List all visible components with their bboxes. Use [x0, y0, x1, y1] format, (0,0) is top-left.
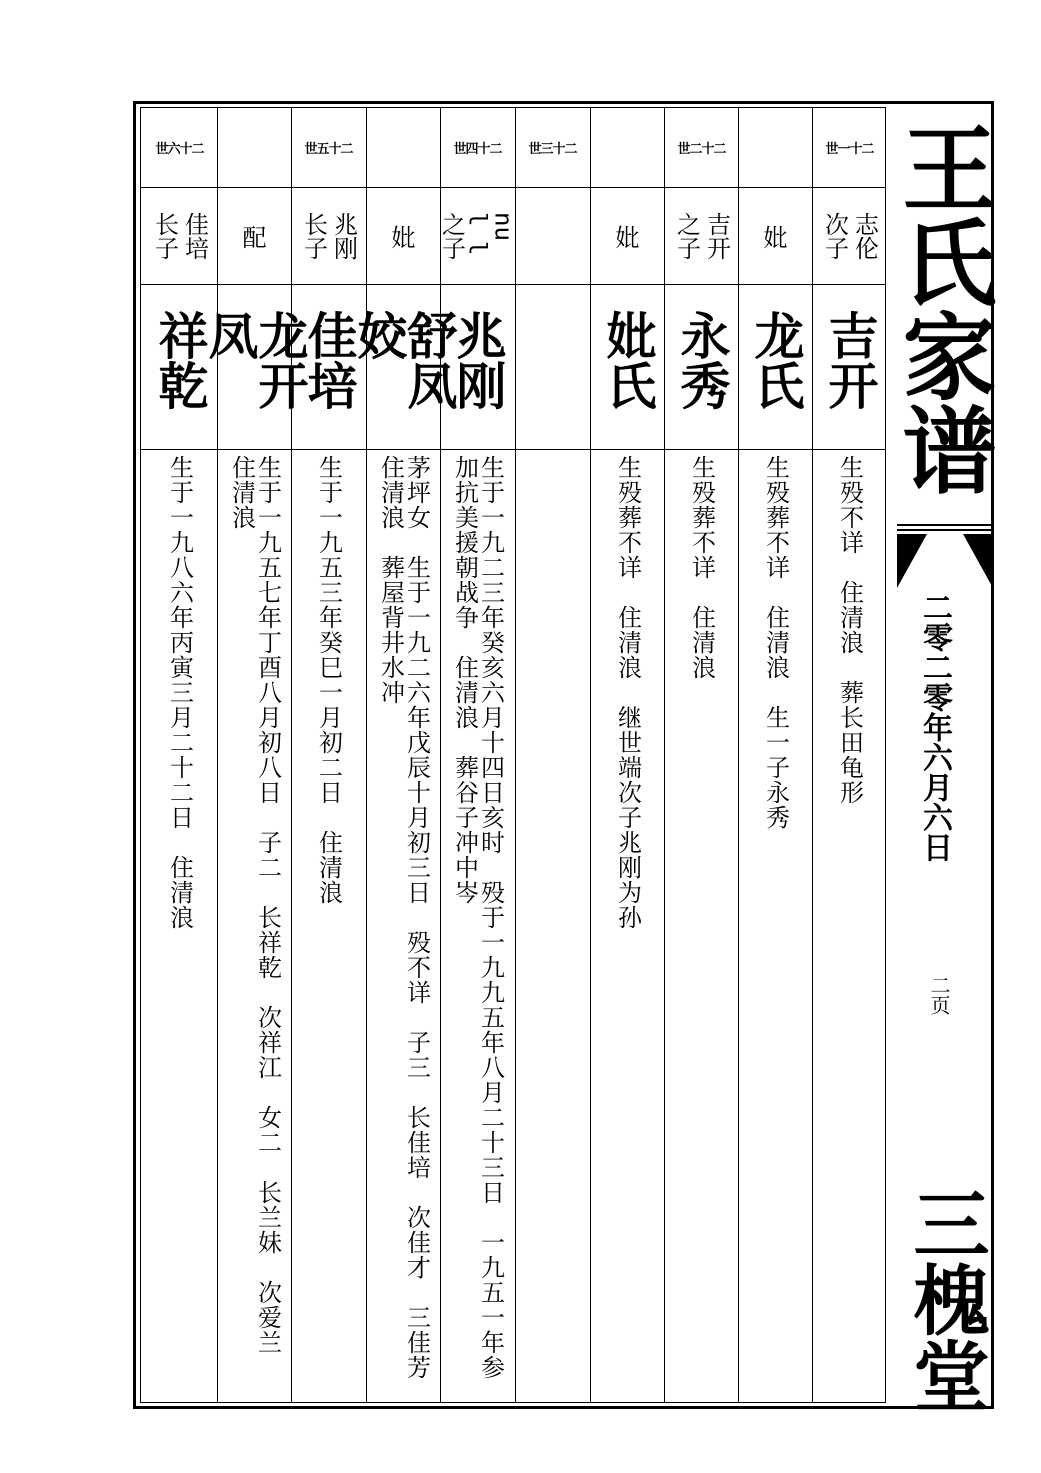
relation-type: 长子 [150, 211, 179, 260]
person-name: 祥乾 [150, 310, 210, 410]
relation-type: 配 [242, 224, 267, 252]
genealogy-column-6 [437, 107, 518, 1403]
relation-cell [292, 187, 365, 284]
generation-label: 世三十二 [528, 141, 577, 157]
person-name: 妣氏 [598, 310, 658, 410]
genealogy-column-3 [664, 107, 738, 1403]
generation-label: 世二十二 [677, 141, 726, 157]
generation-label [218, 107, 291, 187]
genealogy-column-5 [515, 107, 589, 1403]
person-details: 生于一九二三年癸亥六月十四日亥时 殁于一九九五年八月二十三日 一九五一年参加抗美援朝战争 住清浪 葬谷子冲中岑 [450, 455, 505, 1380]
generation-label: 世四十二 [453, 141, 502, 157]
generation-label [739, 107, 812, 187]
person-details: 生殁葬不详 住清浪 继世端次子兆刚为孙 [613, 455, 642, 930]
person-name: 舒凤姣 [349, 310, 459, 410]
person-details [516, 455, 589, 1385]
relation-parent: nu [489, 211, 518, 241]
relation-parent: 佳培 [180, 211, 209, 260]
genealogy-column-4 [590, 107, 664, 1403]
relation-parent: 兆刚 [329, 211, 358, 260]
generation-label [367, 107, 440, 187]
relation-cell [739, 187, 812, 284]
person-name: 永秀 [672, 310, 732, 410]
fishtail-ribbon-ornament [895, 522, 995, 590]
genealogy-column-1 [812, 107, 886, 1403]
person-name: 兆刚 [448, 310, 508, 410]
relation-type: 妣 [763, 224, 788, 252]
person-name: 佳培 [299, 310, 359, 410]
page-number: 二页 [927, 975, 951, 1015]
generation-label: 世六十二 [155, 141, 204, 157]
relation-cell [218, 187, 291, 284]
relation-cell [516, 187, 589, 284]
compilation-date: 二零二零年六月六日 [917, 592, 952, 862]
generation-label: 世一十二 [825, 141, 874, 157]
relation-type: 妣 [391, 224, 416, 252]
generation-label: 世五十二 [304, 141, 353, 157]
relation-type: 之子 [672, 211, 701, 260]
relation-parent: 志伦 [850, 211, 879, 260]
genealogy-title: 王氏家谱 [886, 120, 996, 496]
relation-parent: 吉开 [702, 211, 731, 260]
relation-type: 长子 [299, 211, 328, 260]
generation-label [591, 107, 664, 187]
relation-cell [142, 187, 217, 284]
relation-type: 妣 [615, 224, 640, 252]
relation-type: 之子 [437, 211, 466, 260]
person-name: 龙开凤 [200, 310, 310, 410]
person-details: 生殁不详 住清浪 葬长田龟形 [835, 455, 864, 805]
person-details: 生于一九五三年癸巳一月初二日 住清浪 [314, 455, 343, 905]
person-name: 吉开 [820, 310, 880, 410]
relation-cell [437, 187, 518, 284]
person-details: 生殁葬不详 住清浪 [687, 455, 716, 680]
relation-cell [665, 187, 738, 284]
person-name: 龙氏 [746, 310, 806, 410]
genealogy-column-9 [200, 107, 310, 1403]
relation-type: 次子 [820, 211, 849, 260]
person-details: 生于一九八六年丙寅三月二十二日 住清浪 [165, 455, 194, 930]
genealogy-column-2 [738, 107, 812, 1403]
person-details: 茅坪女 生于一九二六年戊辰十月初三日 殁不详 子三 长佳培 次佳才 三佳芳 住清浪 葬屋背井水冲 [376, 455, 431, 1405]
person-details: 生于一九五七年丁酉八月初八日 子二 长祥乾 次祥江 女二 长兰妹 次爱兰 住清浪 [227, 455, 282, 1380]
relation-cell [591, 187, 664, 284]
genealogy-column-10 [142, 107, 217, 1403]
relation-cell [813, 187, 886, 284]
genealogy-column-8 [291, 107, 365, 1403]
relation-glitch: l l [463, 211, 492, 255]
relation-cell [367, 187, 440, 284]
person-details: 生殁葬不详 住清浪 生一子永秀 [761, 455, 790, 830]
ancestral-hall-name: 三槐堂 [901, 1185, 990, 1413]
person-name [516, 284, 589, 449]
